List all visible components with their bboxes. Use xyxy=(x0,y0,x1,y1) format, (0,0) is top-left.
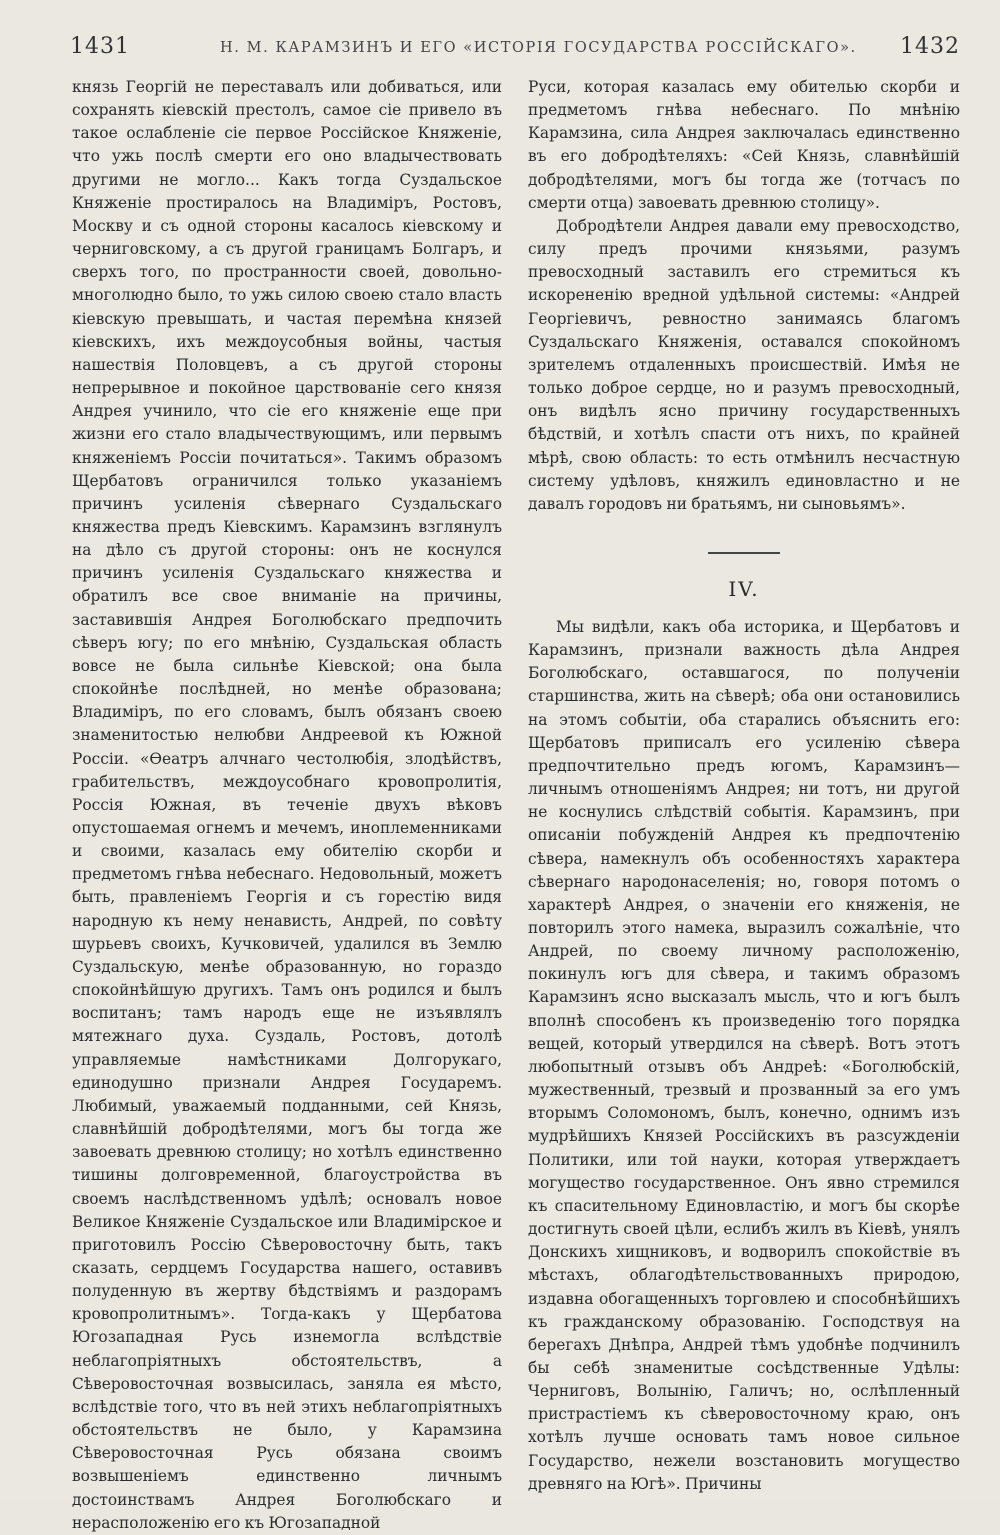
running-title: Н. М. КАРАМЗИНЪ И ЕГО «ИСТОРІЯ ГОСУДАРСТВА РОССІЙСКАГО». xyxy=(220,40,857,56)
page-number-right: 1432 xyxy=(900,34,960,59)
right-column-paragraph-1: Руси, которая казалась ему обителью скорби и предметомъ гнѣва небеснаго. По мнѣнію Карамзина, сила Андрея заключалась единственно въ его добродѣтеляхъ: «Сей Князь, славнѣйшій добродѣтелями, могъ бы тогда же (тотчасъ по смерти отца) завоевать древнюю столицу». xyxy=(528,78,960,212)
section-divider xyxy=(708,552,780,554)
page-number-left: 1431 xyxy=(70,34,130,59)
right-column xyxy=(528,76,960,1496)
left-column-paragraph: князь Георгій не переставалъ или добиваться, или сохранять кіевскій престолъ, самое сіе привело въ такое ослабленіе сіе первое Россійское Княженіе, что ужь послѣ смерти его оно владычествовать другими не могло... Какъ тогда Суздальское Княженіе простиралось на Владиміръ, Ростовъ, Москву и съ одной стороны касалось кіевскому и черниговскому, а съ другой границамъ Болгаръ, и сверхъ того, по пространности своей, довольно-многолюдно было, то ужь силою своею стало власть кіевскую превышать, и частая перемѣна князей кіевскихъ, ихъ междоусобныя войны, частыя нашествія Половцевъ, а съ другой стороны непрерывное и покойное царствованіе сего князя Андрея учинило, что сіе его княженіе еще при жизни его стало владычествующимъ, или первымъ княженіемъ Россіи почитаться». Такимъ образомъ Щербатовъ ограничился только указаніемъ причинъ усиленія сѣвернаго Суздальскаго княжества предъ Кіевскимъ. Карамзинъ взглянулъ на дѣло съ другой стороны: онъ не коснулся причинъ усиленія Суздальскаго княжества и обратилъ все свое вниманіе на причины, заставившія Андрея Боголюбскаго предпочить сѣверъ югу; по его мнѣнію, Суздальская область вовсе не была сильнѣе Кіевской; она была спокойнѣе послѣдней, но менѣе образована; Владиміръ, по его словамъ, былъ обязанъ своею знаменитостью нелюбви Андреевой къ Южной Россіи. «Ѳеатръ алчнаго честолюбія, злодѣйствъ, грабительствъ, междоусобнаго кровопролитія, Россія Южная, въ теченіе двухъ вѣковъ опустошаемая огнемъ и мечемъ, иноплеменниками и своими, казалась ему обителію скорби и предметомъ гнѣва небеснаго. Недовольный, можетъ быть, правленіемъ Георгія и съ горестію видя народную къ нему ненависть, Андрей, по совѣту шурьевъ своихъ, Кучковичей, удалился въ Землю Суздальскую, менѣе образованную, но гораздо спокойнѣйшую другихъ. Тамъ онъ родился и былъ воспитанъ; тамъ народъ еще не изъявлялъ мятежнаго духа. Суздаль, Ростовъ, дотолѣ управляемые намѣстниками Долгорукаго, единодушно признали Андрея Государемъ. Любимый, уважаемый подданными, сей Князь, славнѣйшій добродѣтелями, могъ бы тогда же завоевать древнюю столицу; но хотѣлъ единственно тишины долговременной, благоустройства въ своемъ наслѣдственномъ удѣлѣ; основалъ новое Великое Княженіе Суздальское или Владимірское и приготовилъ Россію Сѣверовосточну быть, такъ сказать, сердцемъ Государства нашего, оставивъ полуденную въ жертву бѣдствіямъ и раздорамъ кровопролитнымъ». Тогда-какъ у Щербатова Югозападная Русь изнемогла вслѣдствіе неблагопріятныхъ обстоятельствъ, а Сѣверовосточная возвысилась, заняла ея мѣсто, вслѣдствіе того, что въ ней этихъ неблагопріятныхъ обстоятельствъ не было, у Карамзина Сѣверовосточная Русь обязана своимъ возвышеніемъ единственно личнымъ достоинствамъ Андрея Боголюбскаго и нерасположенію его къ Югозападной xyxy=(72,78,502,1532)
section-heading: IV. xyxy=(728,576,760,601)
right-column-paragraph-3: Мы видѣли, какъ оба историка, и Щербатовъ и Карамзинъ, признали важность дѣла Андрея Боголюбскаго, оставшагося, по полученіи старшинства, жить на сѣверѣ; оба они остановились на этомъ событіи, оба старались объяснить его: Щербатовъ приписалъ его усиленію сѣвера предпочтительно предъ югомъ, Карамзинъ—личнымъ отношеніямъ Андрея; ни тотъ, ни другой не коснулись слѣдствій событія. Карамзинъ, при описаніи побужденій Андрея къ предпочтенію сѣвера, намекнулъ объ особенностяхъ характера сѣвернаго народонаселенія; но, говоря потомъ о характерѣ Андрея, о значеніи его княженія, не повторилъ этого намека, выразилъ сожалѣніе, что Андрей, по своему личному расположенію, покинулъ югъ для сѣвера, и такимъ образомъ Карамзинъ ясно высказалъ мысль, что и югъ былъ вполнѣ способенъ къ произведенію того порядка вещей, который утвердился на сѣверѣ. Вотъ этотъ любопытный отзывъ объ Андреѣ: «Боголюбскій, мужественный, трезвый и прозванный за его умъ вторымъ Соломономъ, былъ, конечно, однимъ изъ мудрѣйшихъ Князей Россійскихъ въ разсужденіи Политики, или той науки, которая утверждаетъ могущество государственное. Онъ явно стремился къ спасительному Единовластію, и могъ бы скорѣе достигнуть своей цѣли, еслибъ жилъ въ Кіевѣ, унялъ Донскихъ хищниковъ, и водворилъ спокойствіе въ мѣстахъ, облагодѣтельствованныхъ природою, издавна обогащенныхъ торговлею и способнѣйшихъ къ гражданскому образованію. Господствуя на берегахъ Днѣпра, Андрей тѣмъ удобнѣе подчинилъ бы себѣ знаменитые сосѣдственные Удѣлы: Черниговъ, Волынію, Галичъ; но, ослѣпленный пристрастіемъ къ сѣверовосточному краю, онъ хотѣлъ лучше основать тамъ новое сильное Государство, нежели возстановить могущество древняго на Югѣ». Причины xyxy=(528,617,960,1493)
running-header xyxy=(70,34,960,66)
right-column-paragraph-2: Добродѣтели Андрея давали ему превосходство, силу предъ прочими князьями, разумъ превосходный заставилъ его стремиться къ искорененію вредной удѣльной системы: «Андрей Георгіевичъ, ревностно занимаясь благомъ Суздальскаго Княженія, оставался спокойномъ зрителемъ отдаленныхъ происшествій. Имѣя не только доброе сердце, но и разумъ превосходный, онъ видѣлъ ясно причину государственныхъ бѣдствій, и хотѣлъ спасти отъ нихъ, по крайней мѣрѣ, свою область: то есть отмѣнилъ несчастную систему удѣловъ, княжилъ единовластно и не давалъ городовъ ни братьямъ, ни сыновьямъ». xyxy=(528,216,960,513)
left-column xyxy=(72,76,502,1535)
